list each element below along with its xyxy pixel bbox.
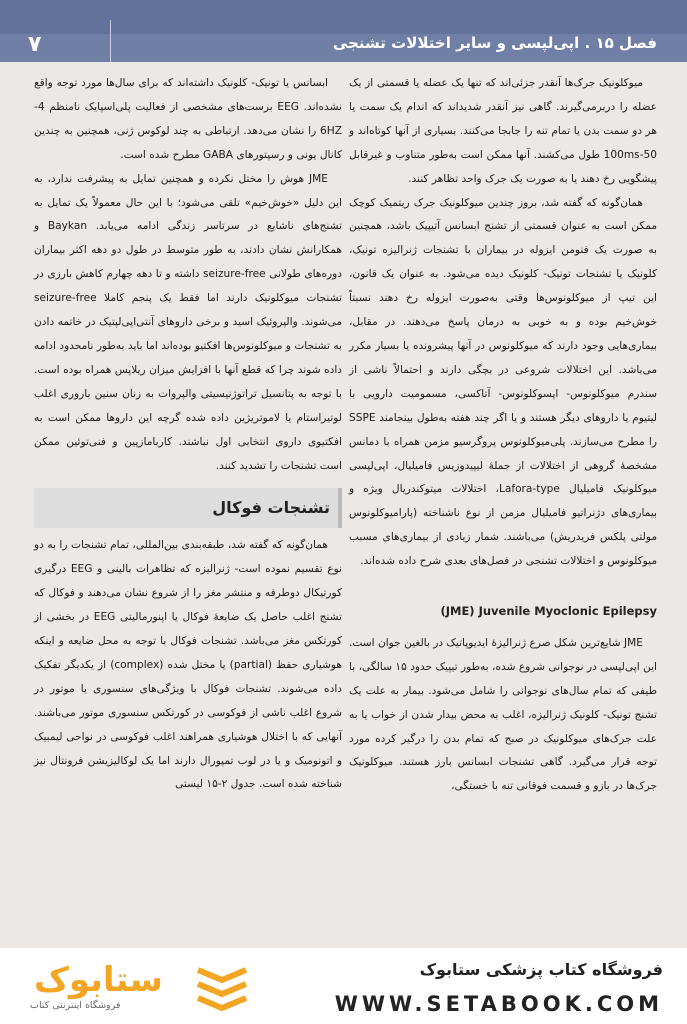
book-stack-icon [192,962,252,1012]
store-footer [0,948,687,1024]
section-heading-focal-seizures: تشنجات فوکال [34,488,342,528]
left-column [34,72,342,797]
paragraph: همان‌گونه که گفته شد، بروز چندین میوکلونیک جرک ریتمیک کوچک ممکن است به عنوان قسمتی از تشنج ابسانس آتیپیک باشد، همچنین به صورت یک فنومن ایزوله در بیماران با تشنجات ژنرالیزه تونیک، کلونیک یا تشنجات تونیک- کلونیک دیده می‌شود. به عنوان یک قانون، این تیپ از میوکلونوس‌ها وقتی به‌صورت ایزوله رخ دهند نسبتاً خوش‌خیم بوده و به خوبی به درمان پاسخ می‌دهند. در مقابل، بیماری‌هایی وجود دارند که میوکلونوس در آنها پیشرونده یا بسیار مکرر می‌باشد. این اختلالات شروعی در بچگی دارند و احتمالاً ناشی از سندرم میوکلونوس- اپسوکلونوس- آتاکسی، مسمومیت دارویی با لیتیوم یا داروهای دیگر هستند و یا اگر چند هفته به‌طول بینجامند SSPE را مطرح می‌سازند. پلی‌میوکلونوس پروگرسیو مزمن همراه با دمانس مشخصهٔ گروهی از اختلالات از جملهٔ لیپیدوزیس فامیلیال، اپی‌لپسی میوکلونیک فامیلیال Lafora-type، اختلالات میتوکندریال ویژه و بیماری‌های دژنراتیو فامیلیال مزمن از نوع ناشناخته (پارامیوکلونوس مولتی پلکس فریدریش) می‌باشند. شمار زیادی از بیماری‌های مسبب میوکلونوس و اختلالات تشنجی در فصل‌های بعدی شرح داده شده‌اند. [349,196,657,568]
setabook-logo[interactable] [22,956,262,1018]
store-name: فروشگاه کتاب پزشکی ستابوک [419,960,663,979]
paragraph: همان‌گونه که گفته شد، طبقه‌بندی بین‌المللی، تمام تشنجات را به دو نوع تقسیم نموده است- ژنرالیزه که تظاهرات بالینی و EEG درگیری کورتیکال دوطرفه و منتشر مغز را از شروع نشان می‌دهند و فوکال که تشنج اغلب حاصل یک ضایعهٔ فوکال یا اپنورمالیتی EEG در بخشی از کورتکس مغز می‌باشد. تشنجات فوکال با توجه به محل ضایعه و اینکه هوشیاری حفظ (partial) یا مختل شده (complex) از یکدیگر تفکیک داده می‌شوند. تشنجات فوکال با ویژگی‌های سنسوری یا موتور در شروع اغلب ناشی از فوکوسی در کورتکس سنسوری موتور می‌باشند. آنهایی که با اختلال هوشیاری همراهند اغلب فوکوسی در نواحی لیمبیک و اتونومیک و یا در لوب تمپورال دارند اما یک لوکالیزیشن فرونتال نیز شناخته شده است. جدول ۲-۱۵ لیستی [34,539,343,791]
header-band [0,0,687,34]
paragraph: JME هوش را مختل نکرده و همچنین تمایل به پیشرفت ندارد، به این دلیل «خوش‌خیم» تلقی می‌شود؛ با این حال معمولاً یک تمایل به تشنج‌های ناشایع در سرتاسر زندگی ادامه می‌یابد. Baykan و همکارانش نشان دادند، به طور متوسط در طول دو دهه اکثر بیماران دوره‌های طولانی seizure-free داشته و تا دهه چهارم کاهش بارزی در تشنجات میوکلونیک دارند اما فقط یک پنجم کاملا seizure-free می‌شوند. والپروئیک اسید و برخی داروهای آنتی‌اپی‌لپتیک در خاتمه دادن به تشنجات و میوکلونوس‌ها افکتیو بوده‌اند اما باید به‌طور نامحدود ادامه داده شوند چرا که قطع آنها با افزایش میزان ریلاپس همراه بوده است. با توجه به پتانسیل تراتوژنیسیتی والپروات به زنان سنین باروری اغلب لوتیراستام یا لاموتریژین داده شده گرچه این داروها ممکن است به افکتیوی داروی انتخابی اول نباشند. کاربامازپین و فنی‌توئین ممکن است تشنجات را تشدید کنند. [34,172,342,472]
logo-wordmark: ستابوک [34,960,163,1000]
chapter-title: فصل ۱۵ . اپی‌لپسی و سایر اختلالات تشنجی [332,34,657,52]
paragraph: میوکلونیک جرک‌ها آنقدر جزئی‌اند که تنها یک عضله یا قسمتی از یک عضله را دربرمی‌گیرند. گاهی نیز آنقدر شدیداند که اندام یک سمت یا هر دو سمت بدن یا تمام تنه را جابجا می‌کنند. بسیاری از آنها کوتاه‌اند و 50-100ms طول می‌کشند. آنها ممکن است به‌طور متناوب و غیرقابل پیشگویی رخ دهند یا به صورت یک جرک واحد تظاهر کنند. [349,77,657,185]
paragraph: JME شایع‌ترین شکل صرع ژنرالیزهٔ ایدیوپاتیک در بالغین جوان است. این اپی‌لپسی در نوجوانی شروع شده، به‌طور تیپیک حدود ۱۵ سالگی، با طیفی که تمام سال‌های نوجوانی را شامل می‌شود. بیمار به علت یک تشنج تونیک- کلونیک ژنرالیزه، اغلب به محض بیدار شدن از خواب یا به علت جرک‌های میوکلونیک در صبح که تمام بدن را درگیر کرده مورد توجه قرار می‌گیرد. گاهی تشنجات ابسانس بارز هستند. میوکلونیک جرک‌ها در بازو و قسمت فوقانی تنه با خستگی، [349,636,657,793]
logo-subtitle: فروشگاه اینترنتی کتاب [30,1000,121,1011]
chapter-header [0,0,687,62]
page-number: ۷ [28,32,42,57]
store-url-link[interactable]: WWW.SETABOOK.COM [334,992,663,1016]
paragraph: ابسانس یا تونیک- کلونیک داشته‌اند که برای سال‌ها مورد توجه واقع نشده‌اند. EEG برست‌های مشخصی از فعالیت پلی‌اسپایک نامنظم 4-6HZ را نشان می‌دهد. ارتباطی به چند لوکوس ژنی، همچنین به چندین کانال یونی و رسپتورهای GABA مطرح شده است. [34,77,342,161]
section-heading-jme: (JME) Juvenile Myoclonic Epilepsy [440,604,657,619]
right-column [349,72,657,799]
header-divider [110,20,111,62]
